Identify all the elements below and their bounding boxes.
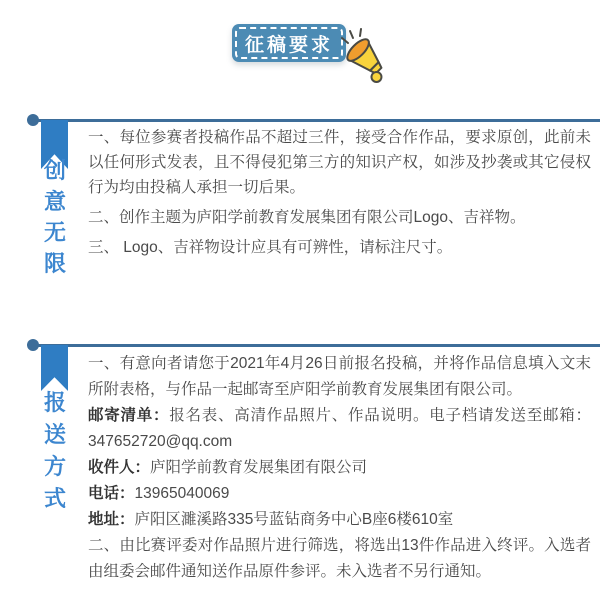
section2-ribbon-bookmark: [41, 345, 68, 391]
paragraph: [88, 533, 591, 585]
badge-dashed-border: [235, 27, 343, 59]
paragraph: [88, 205, 591, 230]
vertical-title-char: 限: [43, 251, 66, 276]
paragraph-label: 邮寄清单：: [88, 407, 170, 424]
paragraph-label: 地址：: [88, 511, 135, 528]
section1-vertical-title: [36, 160, 74, 275]
paragraph-text: 一、有意向者请您于2021年4月26日前报名投稿，并将作品信息填入文末所附表格，与作品一起邮寄至庐阳学前教育发展集团有限公司。: [88, 355, 591, 398]
paragraph: [88, 235, 591, 260]
title-badge: [232, 24, 346, 62]
vertical-title-char: 方: [43, 454, 66, 479]
vertical-title-char: 无: [43, 220, 66, 245]
paragraph: [88, 351, 591, 403]
paragraph-text: 二、由比赛评委对作品照片进行筛选，将选出13件作品进入终评。入选者由组委会邮件通知送作品原件参评。未入选者不另行通知。: [88, 537, 591, 580]
paragraph: [88, 125, 591, 200]
paragraph-text: 庐阳学前教育发展集团有限公司: [150, 459, 368, 476]
paragraph-text: 庐阳区濉溪路335号蓝钻商务中心B座6楼610室: [134, 511, 454, 528]
megaphone-icon: [338, 28, 400, 90]
paragraph-label: 收件人：: [88, 459, 151, 476]
paragraph: [88, 507, 591, 533]
paragraph-text: 13965040069: [134, 485, 230, 502]
paragraph: [88, 455, 591, 481]
vertical-title-char: 意: [43, 189, 66, 214]
vertical-title-char: 送: [43, 422, 66, 447]
paragraph-text: 三、 Logo、吉祥物设计应具有可辨性，请标注尺寸。: [88, 239, 453, 256]
paragraph-text: 报名表、高清作品照片、作品说明。电子档请发送至邮箱：347652720@qq.com: [88, 407, 591, 450]
section2-vertical-title: [36, 392, 74, 510]
section1-body: [88, 125, 591, 265]
paragraph-text: 一、每位参赛者投稿作品不超过三件，接受合作作品，要求原创，此前未以任何形式发表，且不得侵犯第三方的知识产权，如涉及抄袭或其它侵权行为均由投稿人承担一切后果。: [88, 129, 591, 196]
section2-rule: [33, 344, 600, 347]
paragraph-text: 二、创作主题为庐阳学前教育发展集团有限公司Logo、吉祥物。: [88, 209, 526, 226]
paragraph: [88, 481, 591, 507]
vertical-title-char: 报: [43, 390, 66, 415]
vertical-title-char: 创: [43, 158, 66, 183]
section1-rule: [33, 119, 600, 122]
section2-body: [88, 351, 591, 585]
badge-label: 征稿要求: [244, 34, 333, 56]
vertical-title-char: 式: [43, 486, 66, 511]
paragraph-label: 电话：: [88, 485, 135, 502]
paragraph: [88, 403, 591, 455]
